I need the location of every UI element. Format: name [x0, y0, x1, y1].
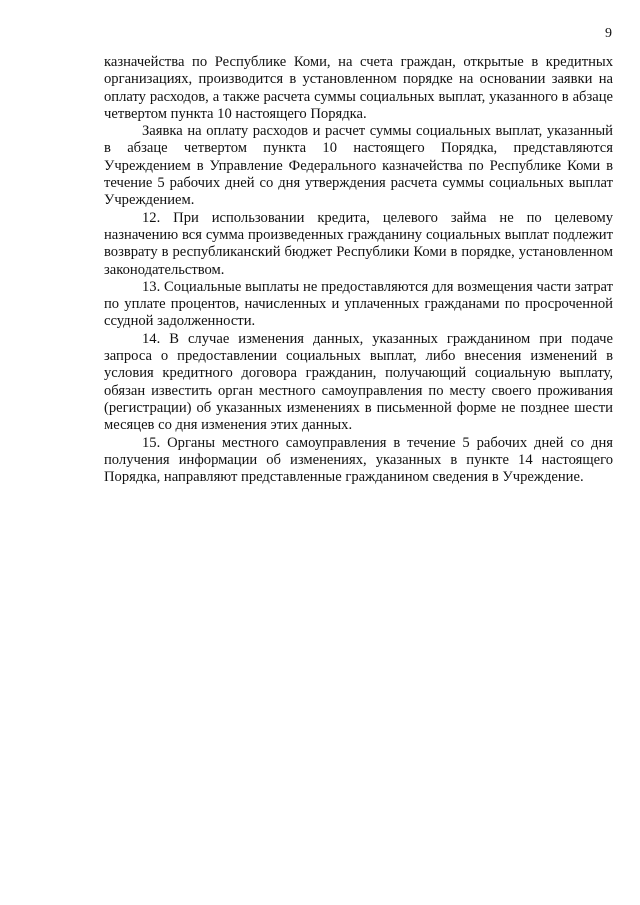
paragraph-item-15: 15. Органы местного самоуправления в течение 5 рабочих дней со дня получения информации об изменениях, указанных в пункте 14 настоящего Порядка, направляют представленные гражданином сведения в Учреждение. — [104, 434, 613, 486]
paragraph-item-13: 13. Социальные выплаты не предоставляются для возмещения части затрат по уплате процентов, начисленных и уплаченных гражданами по просроченной ссудной задолженности. — [104, 278, 613, 330]
page-number: 9 — [605, 26, 612, 41]
paragraph-continuation: казначейства по Республике Коми, на счета граждан, открытые в кредитных организациях, производится в установленном порядке на основании заявки на оплату расходов, а также расчета суммы социальных выплат, указанного в абзаце четвертом пункта 10 настоящего Порядка. — [104, 54, 613, 122]
paragraph-item-14: 14. В случае изменения данных, указанных гражданином при подаче запроса о предоставлении социальных выплат, либо внесения изменений в условия кредитного договора гражданин, получающий социальную выплату, обязан известить орган местного самоуправления по месту своего проживания (регистрации) об указанных изменениях в письменной форме не позднее шести месяцев со дня изменения этих данных. — [104, 330, 613, 434]
paragraph-item-12: 12. При использовании кредита, целевого займа не по целевому назначению вся сумма произведенных гражданину социальных выплат подлежит возврату в республиканский бюджет Республики Коми в порядке, установленном законодательством. — [104, 209, 613, 278]
paragraph-request-and-calculation: Заявка на оплату расходов и расчет суммы социальных выплат, указанный в абзаце четвертом пункта 10 настоящего Порядка, представляются Учреждением в Управление Федерального казначейства по Республике Коми в течение 5 рабочих дней со дня утверждения расчета суммы социальных выплат Учреждением. — [104, 123, 613, 209]
document-body — [104, 54, 613, 486]
